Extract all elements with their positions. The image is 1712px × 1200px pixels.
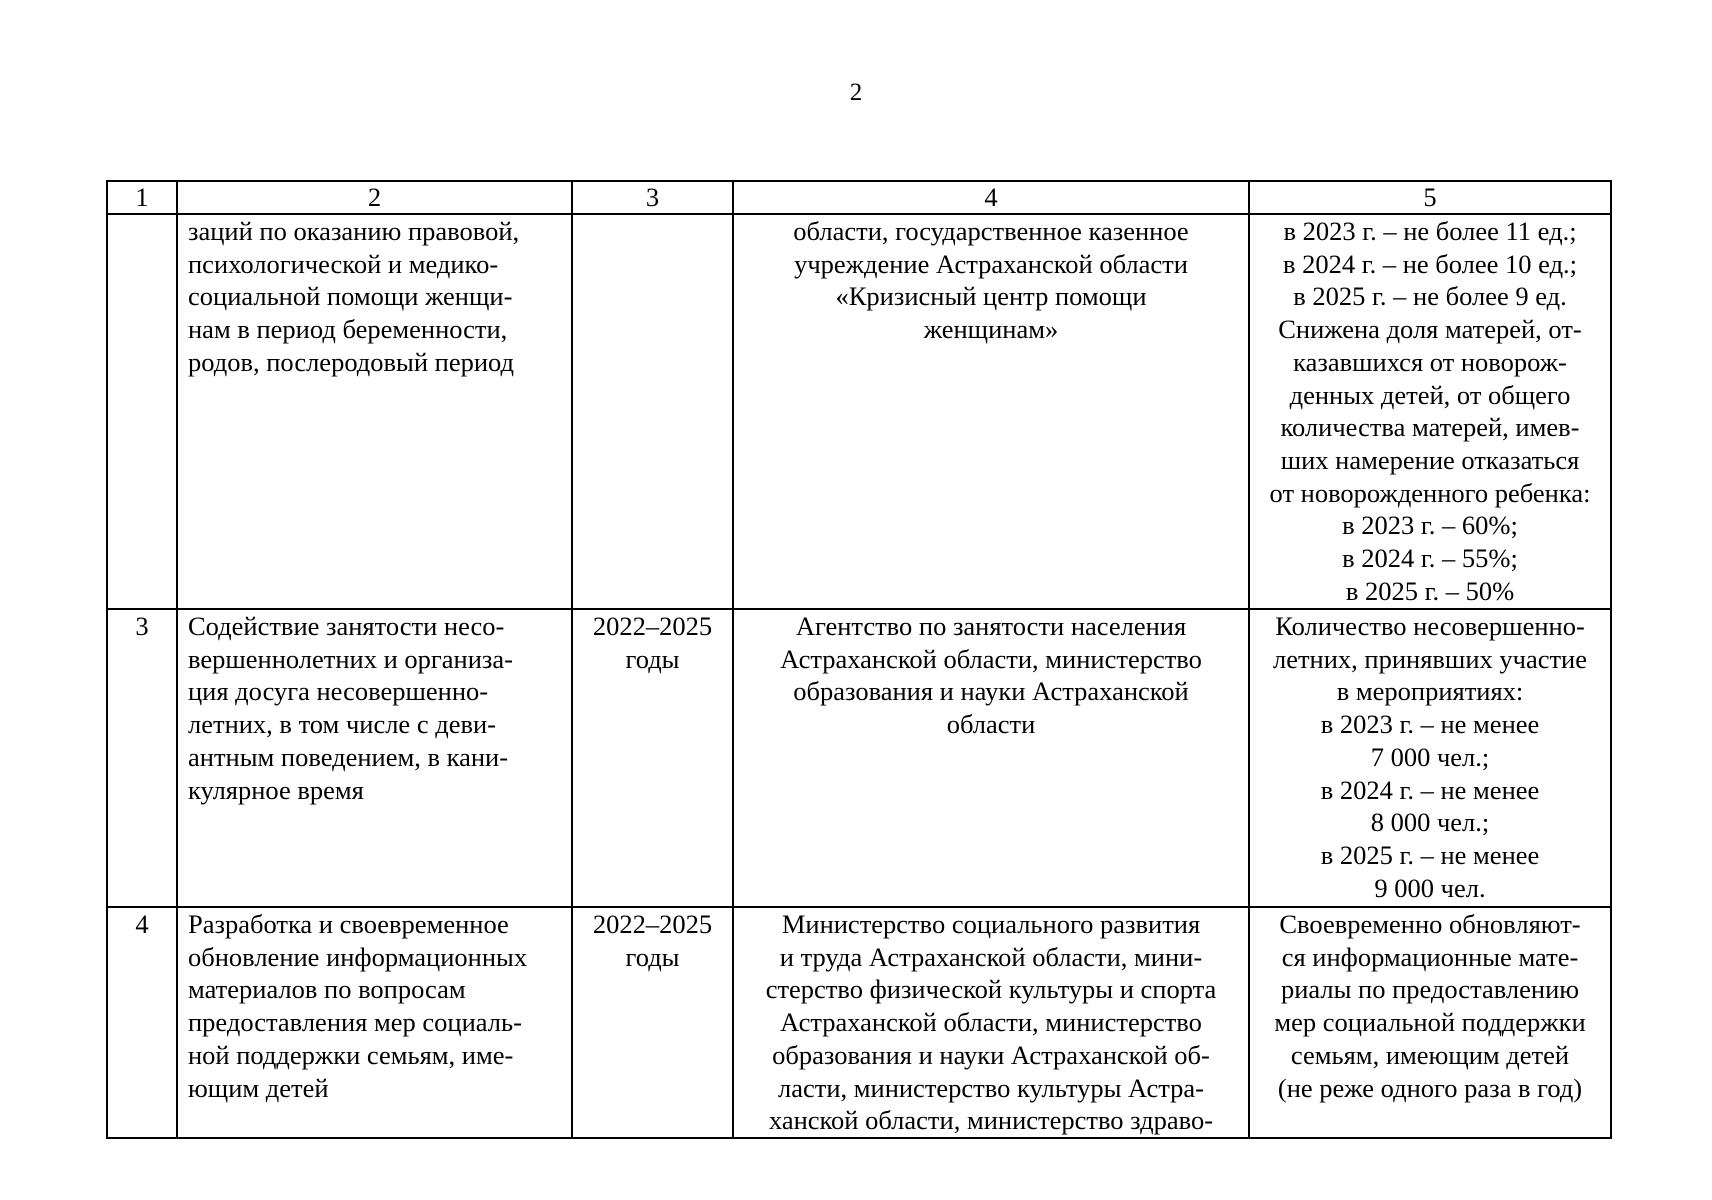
measure-line: летних, в том числе с деви- — [188, 709, 496, 740]
executors-line: образования и науки Астраханской об- — [772, 1039, 1210, 1070]
result-line: семьям, имеющим детей — [1290, 1039, 1570, 1070]
column-number-1: 1 — [107, 181, 177, 214]
measure-line: заций по оказанию правовой, — [188, 216, 520, 246]
result-line: в 2024 г. – не менее — [1320, 774, 1540, 805]
row-number-cell: 4 — [107, 907, 177, 1138]
executors-line: «Кризисный центр помощи — [835, 281, 1147, 312]
measure-line: предоставления мер социаль- — [188, 1007, 522, 1038]
executors-cell — [733, 214, 1249, 609]
result-line: в 2024 г. – не более 10 ед.; — [1282, 248, 1578, 279]
result-line: 7 000 чел.; — [1370, 741, 1490, 772]
executors-line: стерство физической культуры и спорта — [765, 974, 1217, 1005]
result-line: (не реже одного раза в год) — [1277, 1072, 1583, 1103]
executors-line: Агентство по занятости населения — [795, 611, 1187, 641]
period-line: 2022–2025 — [592, 611, 713, 641]
result-line: в 2025 г. – не более 9 ед. — [1293, 281, 1567, 312]
result-cell — [1249, 907, 1611, 1138]
executors-line: и труда Астраханской области, мини- — [779, 941, 1203, 972]
executors-line: учреждение Астраханской области — [794, 248, 1188, 279]
measure-line: родов, послеродовый период — [188, 346, 515, 377]
measure-line: Разработка и своевременное — [188, 909, 509, 939]
result-line: казавшихся от новорож- — [1293, 346, 1567, 377]
result-cell — [1249, 214, 1611, 609]
measure-line: обновление информационных — [188, 941, 528, 972]
result-line: 8 000 чел.; — [1370, 807, 1490, 838]
measure-line: нам в период беременности, — [188, 314, 508, 345]
period-line: годы — [625, 643, 680, 674]
result-cell — [1249, 609, 1611, 907]
result-line: в 2025 г. – 50% — [1345, 575, 1515, 606]
measure-line: кулярное время — [188, 774, 364, 805]
result-line: мер социальной поддержки — [1274, 1007, 1586, 1038]
executors-line: ханской области, министерство здраво- — [768, 1105, 1214, 1136]
measure-line: вершеннолетних и организа- — [188, 643, 513, 674]
result-line: ших намерение отказаться — [1280, 444, 1580, 475]
page-number: 2 — [849, 79, 863, 106]
result-line: Количество несовершенно- — [1275, 611, 1585, 641]
result-line: ся информационные мате- — [1281, 941, 1579, 972]
result-line: в 2024 г. – 55%; — [1342, 543, 1518, 574]
executors-line: Астраханской области, министерство — [780, 1007, 1202, 1038]
row-number-cell — [107, 214, 177, 609]
period-line: 2022–2025 — [592, 909, 713, 939]
measure-cell — [177, 214, 572, 609]
executors-line: образования и науки Астраханской — [793, 676, 1189, 707]
measure-line: антным поведением, в кани- — [188, 741, 509, 772]
executors-cell — [733, 907, 1249, 1138]
table-row — [107, 214, 1611, 609]
result-line: в 2023 г. – не более 11 ед.; — [1283, 216, 1577, 246]
measure-line: психологической и медико- — [188, 248, 499, 279]
executors-cell — [733, 609, 1249, 907]
result-line: в 2025 г. – не менее — [1320, 839, 1540, 870]
table-body — [107, 181, 1611, 1138]
measure-cell — [177, 609, 572, 907]
result-line: в 2023 г. – 60%; — [1342, 510, 1518, 541]
result-line: летних, принявших участие — [1272, 643, 1587, 674]
column-number-5: 5 — [1249, 181, 1611, 214]
result-line: риалы по предоставлению — [1280, 974, 1580, 1005]
period-cell — [572, 907, 733, 1138]
executors-line: женщинам» — [923, 314, 1059, 345]
result-line: Снижена доля матерей, от- — [1278, 314, 1582, 345]
table-row — [107, 907, 1611, 1138]
measure-line: ющим детей — [188, 1072, 329, 1103]
result-line: от новорожденного ребенка: — [1269, 477, 1591, 508]
result-line: 9 000 чел. — [1374, 872, 1486, 903]
measure-line: ция досуга несовершенно- — [188, 676, 489, 707]
result-line: денных детей, от общего — [1289, 379, 1571, 410]
period-cell — [572, 214, 733, 609]
measure-line: Содействие занятости несо- — [188, 611, 505, 641]
executors-line: Министерство социального развития — [781, 909, 1201, 939]
executors-line: области, государственное казенное — [793, 216, 1189, 246]
result-line: в 2023 г. – не менее — [1320, 709, 1540, 740]
column-number-2: 2 — [177, 181, 572, 214]
period-cell — [572, 609, 733, 907]
result-line: в мероприятиях: — [1336, 676, 1524, 707]
measure-line: ной поддержки семьям, име- — [188, 1039, 514, 1070]
measure-cell — [177, 907, 572, 1138]
column-number-3: 3 — [572, 181, 733, 214]
executors-line: ласти, министерство культуры Астра- — [777, 1072, 1204, 1103]
table-row — [107, 609, 1611, 907]
column-number-row — [107, 181, 1611, 214]
result-line: Своевременно обновляют- — [1279, 909, 1581, 939]
result-line: количества матерей, имев- — [1280, 412, 1580, 443]
measures-table — [106, 180, 1612, 1139]
measure-line: социальной помощи женщи- — [188, 281, 513, 312]
executors-line: области — [946, 709, 1036, 740]
column-number-4: 4 — [733, 181, 1249, 214]
executors-line: Астраханской области, министерство — [780, 643, 1202, 674]
measure-line: материалов по вопросам — [188, 974, 466, 1005]
period-line: годы — [625, 941, 680, 972]
row-number-cell: 3 — [107, 609, 177, 907]
